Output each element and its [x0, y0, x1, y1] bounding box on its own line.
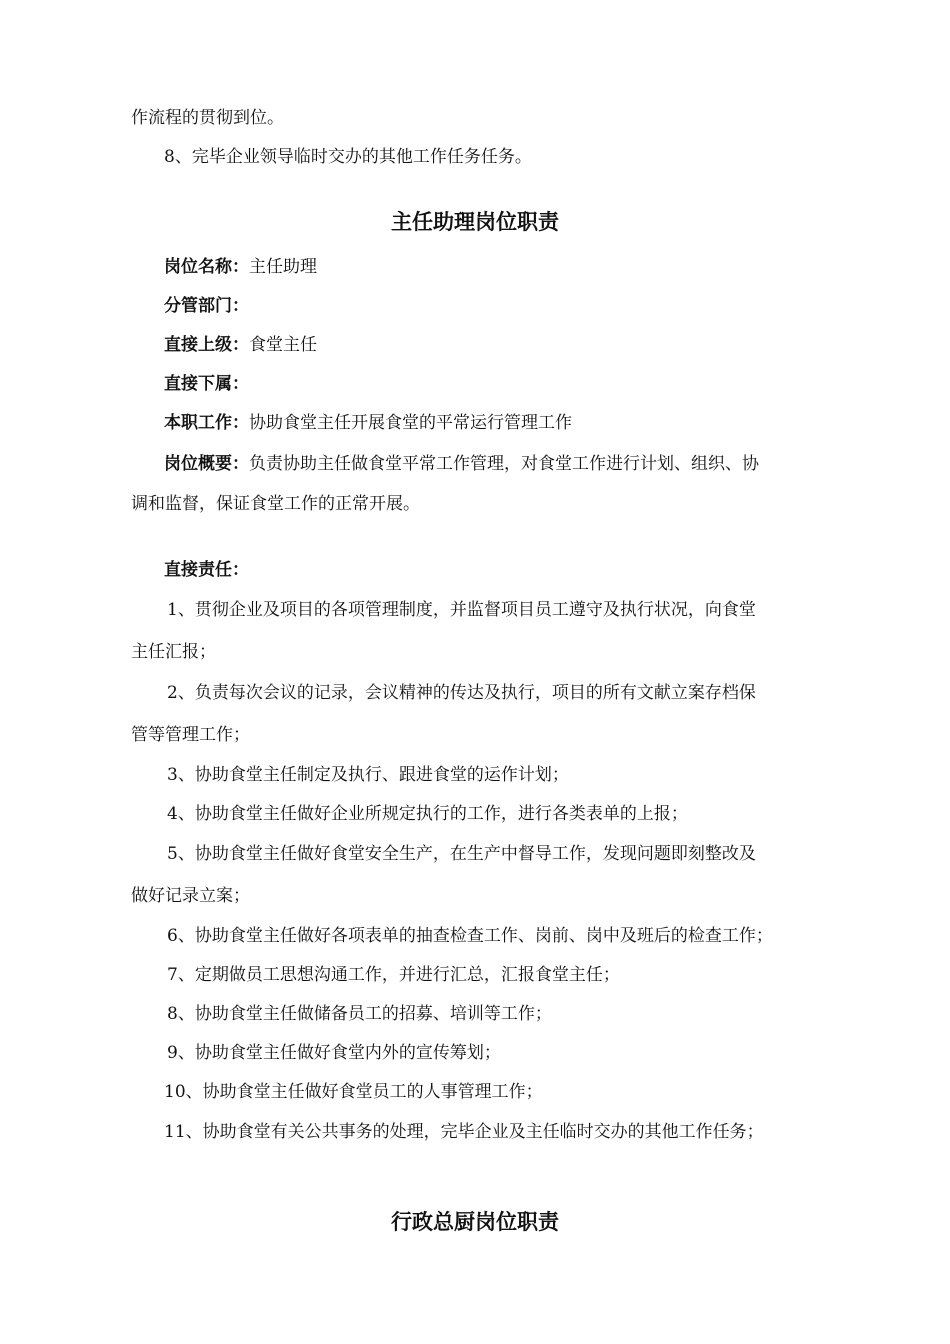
duty-item-cont: 主任汇报； — [131, 642, 216, 662]
duty-item-8: 8、完毕企业领导临时交办的其他工作任务任务。 — [164, 147, 532, 167]
section-title-assistant: 主任助理岗位职责 — [391, 209, 559, 234]
paragraph-continuation: 作流程的贯彻到位。 — [131, 108, 284, 128]
duty-item: 10、协助食堂主任做好食堂员工的人事管理工作； — [164, 1082, 543, 1102]
field-direct-subordinate — [164, 372, 249, 396]
duty-item: 4、协助食堂主任做好企业所规定执行的工作，进行各类表单的上报； — [167, 804, 688, 824]
field-label: 本职工作： — [164, 413, 249, 433]
duty-item: 3、协助食堂主任制定及执行、跟进食堂的运作计划； — [167, 765, 569, 785]
field-value: 负责协助主任做食堂平常工作管理，对食堂工作进行计划、组织、协 — [249, 454, 759, 474]
duty-item: 5、协助食堂主任做好食堂安全生产，在生产中督导工作，发现问题即刻整改及 — [167, 844, 756, 864]
field-label: 岗位概要： — [164, 454, 249, 474]
duty-item: 9、协助食堂主任做好食堂内外的宣传筹划； — [167, 1043, 501, 1063]
duty-item: 8、协助食堂主任做储备员工的招募、培训等工作； — [167, 1004, 552, 1024]
field-label: 岗位名称： — [164, 257, 249, 277]
duty-item: 6、协助食堂主任做好各项表单的抽查检查工作、岗前、岗中及班后的检查工作； — [167, 926, 773, 946]
duties-heading — [164, 558, 249, 582]
field-value: 食堂主任 — [249, 335, 317, 355]
duty-item: 7、定期做员工思想沟通工作，并进行汇总，汇报食堂主任； — [167, 965, 620, 985]
field-department — [164, 294, 249, 318]
duty-item: 11、协助食堂有关公共事务的处理，完毕企业及主任临时交办的其他工作任务； — [164, 1122, 764, 1142]
field-value: 主任助理 — [249, 257, 317, 277]
field-label: 直接下属： — [164, 374, 249, 394]
field-direct-superior — [164, 333, 317, 357]
duty-item-cont: 管等管理工作； — [131, 725, 250, 745]
field-position-name — [164, 255, 317, 279]
field-main-work — [164, 411, 572, 435]
duties-label: 直接责任： — [164, 560, 249, 580]
section-title-chef: 行政总厨岗位职责 — [391, 1209, 559, 1234]
field-label: 直接上级： — [164, 335, 249, 355]
duty-item-cont: 做好记录立案； — [131, 886, 250, 906]
duty-item: 1、贯彻企业及项目的各项管理制度，并监督项目员工遵守及执行状况，向食堂 — [167, 600, 756, 620]
field-position-summary — [164, 452, 759, 476]
field-value: 协助食堂主任开展食堂的平常运行管理工作 — [249, 413, 572, 433]
duty-item: 2、负责每次会议的记录，会议精神的传达及执行，项目的所有文献立案存档保 — [167, 683, 756, 703]
summary-continuation: 调和监督，保证食堂工作的正常开展。 — [131, 494, 420, 514]
field-label: 分管部门： — [164, 296, 249, 316]
